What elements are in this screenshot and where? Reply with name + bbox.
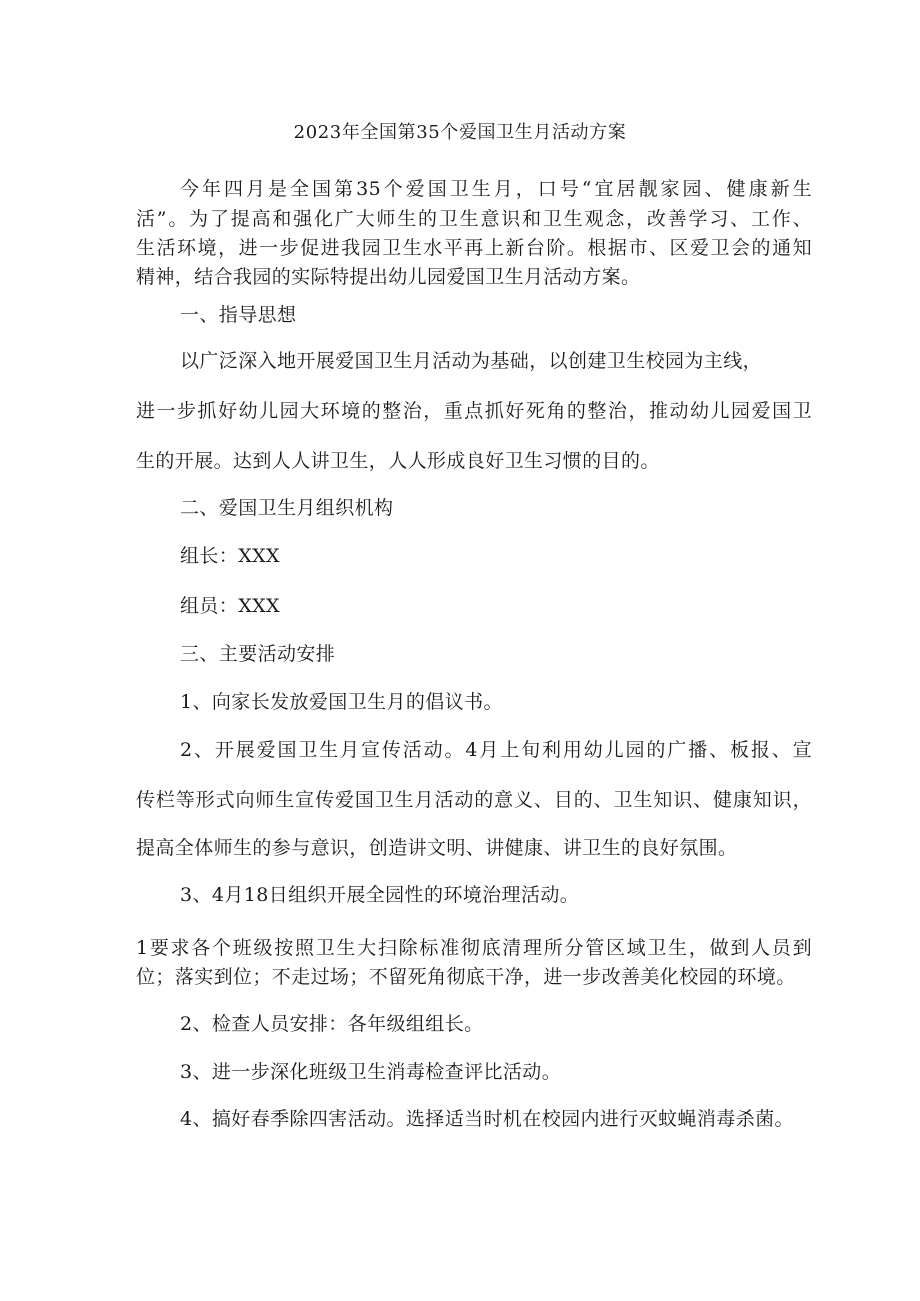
section-heading: 一、指导思想 — [180, 304, 297, 326]
document-title: 2023年全国第35个爱国卫生月活动方案 — [293, 122, 627, 143]
intro-line: 生活环境，进一步促进我园卫生水平再上新台阶。根据市、区爱卫会的通知 — [136, 237, 812, 259]
activity-item: 提高全体师生的参与意识，创造讲文明、讲健康、讲卫生的良好氛围。 — [136, 837, 738, 859]
leader-line: 组长：XXX — [180, 545, 280, 567]
sub-item: 1要求各个班级按照卫生大扫除标准彻底清理所分管区域卫生，做到人员到 — [136, 937, 812, 959]
activity-item: 3、4月18日组织开展全园性的环境治理活动。 — [180, 884, 580, 906]
intro-line: 精神，结合我园的实际特提出幼儿园爱国卫生月活动方案。 — [136, 266, 641, 288]
sub-item: 位；落实到位；不走过场；不留死角彻底干净，进一步改善美化校园的环境。 — [136, 966, 796, 988]
section-heading: 二、爱国卫生月组织机构 — [180, 497, 394, 519]
section1-line: 生的开展。达到人人讲卫生，人人形成良好卫生习惯的目的。 — [136, 450, 660, 472]
intro-line: 今年四月是全国第35个爱国卫生月，口号“宜居靓家园、健康新生 — [180, 178, 812, 200]
section1-line: 以广泛深入地开展爱国卫生月活动为基础，以创建卫生校园为主线， — [180, 350, 763, 372]
member-line: 组员：XXX — [180, 595, 280, 617]
section-heading: 三、主要活动安排 — [180, 643, 336, 665]
intro-line: 活”。为了提高和强化广大师生的卫生意识和卫生观念，改善学习、工作、 — [136, 208, 812, 230]
activity-item: 1、向家长发放爱国卫生月的倡议书。 — [180, 691, 503, 713]
sub-item: 3、进一步深化班级卫生消毒检查评比活动。 — [180, 1061, 562, 1083]
section1-line: 进一步抓好幼儿园大环境的整治，重点抓好死角的整治，推动幼儿园爱国卫 — [136, 400, 812, 422]
sub-item: 4、搞好春季除四害活动。选择适当时机在校园内进行灭蚊蝇消毒杀菌。 — [180, 1108, 794, 1130]
sub-item: 2、检查人员安排：各年级组组长。 — [180, 1013, 484, 1035]
activity-item: 2、开展爱国卫生月宣传活动。4月上旬利用幼儿园的广播、板报、宣 — [180, 739, 812, 761]
activity-item: 传栏等形式向师生宣传爱国卫生月活动的意义、目的、卫生知识、健康知识， — [136, 789, 812, 811]
